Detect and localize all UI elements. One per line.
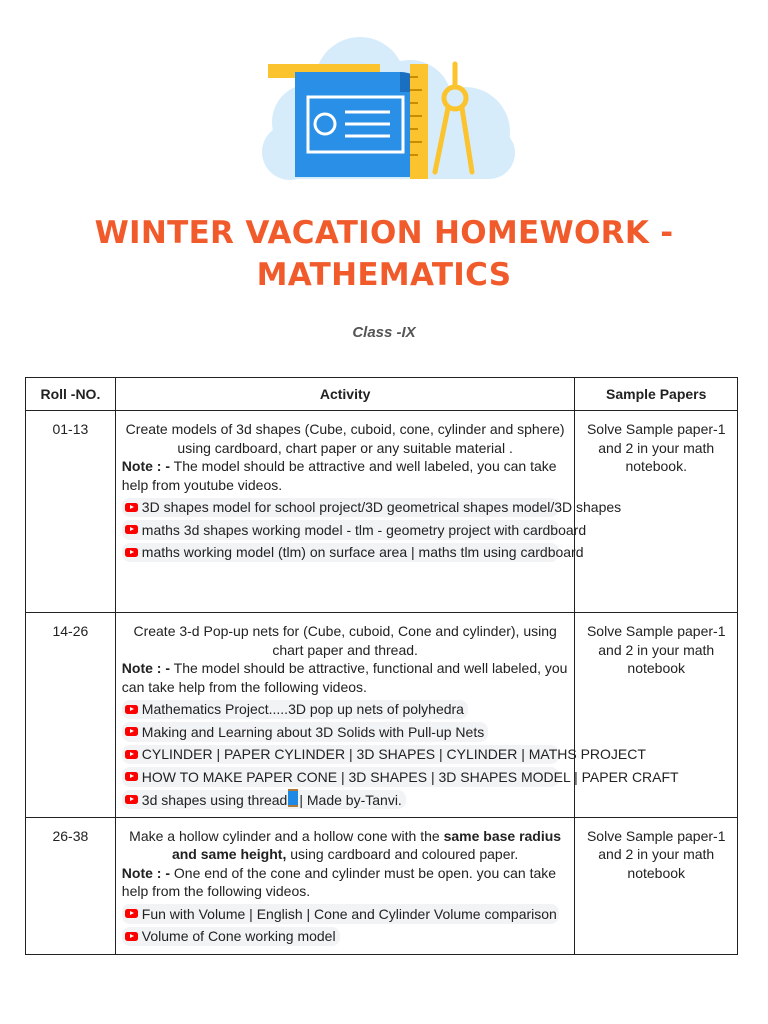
youtube-icon xyxy=(125,795,138,804)
video-link-chip[interactable] xyxy=(122,498,622,518)
table-row xyxy=(26,817,738,954)
activity-text xyxy=(122,827,569,864)
page-title xyxy=(0,212,768,296)
video-link-chip[interactable] xyxy=(122,543,584,563)
video-link-chip[interactable] xyxy=(122,520,587,540)
youtube-icon xyxy=(125,705,138,714)
youtube-icon xyxy=(125,909,138,918)
video-links xyxy=(122,903,569,948)
video-link-title: 3D shapes model for school project/3D geometrical shapes model/3D shapes xyxy=(141,499,622,515)
activity-text-end: using cardboard and coloured paper. xyxy=(286,846,519,862)
roll-cell: 26-38 xyxy=(26,817,116,954)
youtube-icon xyxy=(125,727,138,736)
note-label: Note : - xyxy=(121,864,171,881)
math-tools-illustration xyxy=(250,32,518,182)
video-link-chip[interactable] xyxy=(122,745,646,765)
note-text: One end of the cone and cylinder must be open. you can take help from the following videos. xyxy=(121,864,557,899)
video-link-title: Fun with Volume | English | Cone and Cylinder Volume comparison xyxy=(141,905,557,922)
video-link-title-end: | Made by-Tanvi. xyxy=(299,792,402,808)
table-row xyxy=(26,613,738,818)
video-link-title: HOW TO MAKE PAPER CONE | 3D SHAPES | 3D SHAPES MODEL | PAPER CRAFT xyxy=(141,768,679,785)
video-link-title: CYLINDER | PAPER CYLINDER | 3D SHAPES | CYLINDER | MATHS PROJECT xyxy=(141,746,646,762)
youtube-icon xyxy=(125,772,138,781)
video-links xyxy=(122,698,679,811)
video-link-title: Volume of Cone working model xyxy=(141,928,336,944)
activity-text: Create 3-d Pop-up nets for (Cube, cuboid, Cone and cylinder), using chart paper and thread. xyxy=(133,623,557,658)
video-link-chip[interactable] xyxy=(122,904,559,924)
roll-cell: 14-26 xyxy=(26,613,116,818)
sample-paper-cell: Solve Sample paper-1 and 2 in your math notebook xyxy=(575,613,738,818)
video-links xyxy=(122,496,622,564)
activity-note xyxy=(122,864,569,901)
roll-cell: 01-13 xyxy=(26,411,116,613)
title-line-1: WINTER VACATION HOMEWORK - xyxy=(94,215,674,251)
video-link-title: Making and Learning about 3D Solids with Pull-up Nets xyxy=(141,723,485,740)
video-link-chip[interactable] xyxy=(122,790,406,810)
video-link-title xyxy=(142,789,402,810)
sample-paper-cell: Solve Sample paper-1 and 2 in your math notebook xyxy=(575,817,738,954)
video-link-chip[interactable] xyxy=(122,767,679,787)
video-link-title-start: 3d shapes using thread xyxy=(141,792,288,808)
youtube-icon xyxy=(125,525,138,534)
video-link-title: maths 3d shapes working model - tlm - geometry project with cardboard xyxy=(141,521,587,538)
homework-table xyxy=(25,377,738,955)
class-subtitle: Class -IX xyxy=(352,324,416,341)
video-link-title: Mathematics Project.....3D pop up nets of polyhedra xyxy=(141,701,464,717)
video-link-chip[interactable] xyxy=(122,927,340,947)
note-text: The model should be attractive and well labeled, you can take help from youtube videos. xyxy=(121,458,557,493)
youtube-icon xyxy=(125,548,138,557)
activity-text-bold: same base radius and same height, xyxy=(171,827,562,862)
header-sample-papers: Sample Papers xyxy=(575,378,738,411)
title-line-2: MATHEMATICS xyxy=(256,257,512,293)
activity-text-start: Make a hollow cylinder and a hollow cone with the xyxy=(129,827,444,844)
note-label: Note : - xyxy=(121,458,171,474)
youtube-icon xyxy=(125,503,138,512)
note-text: The model should be attractive, functional and well labeled, you can take help from the following videos. xyxy=(121,660,568,695)
ruler-icon xyxy=(410,64,428,179)
header-activity: Activity xyxy=(115,378,575,411)
activity-note xyxy=(122,659,569,696)
activity-cell xyxy=(115,817,575,954)
activity-note xyxy=(122,457,569,494)
activity-text: Create models of 3d shapes (Cube, cuboid, cone, cylinder and sphere) using cardboard, chart paper or any suitable material . xyxy=(125,421,565,456)
video-link-chip[interactable] xyxy=(122,700,468,720)
activity-cell xyxy=(115,411,622,613)
youtube-icon xyxy=(125,750,138,759)
header-roll: Roll -NO. xyxy=(26,378,116,411)
youtube-icon xyxy=(125,932,138,941)
sample-paper-cell: Solve Sample paper-1 and 2 in your math notebook. xyxy=(575,411,738,613)
video-link-title: maths working model (tlm) on surface area | maths tlm using cardboard xyxy=(141,544,584,560)
video-link-chip[interactable] xyxy=(122,722,488,742)
thread-spool-icon xyxy=(288,789,298,807)
table-header-row xyxy=(26,378,738,411)
note-label: Note : - xyxy=(121,660,171,676)
table-row xyxy=(26,411,738,613)
